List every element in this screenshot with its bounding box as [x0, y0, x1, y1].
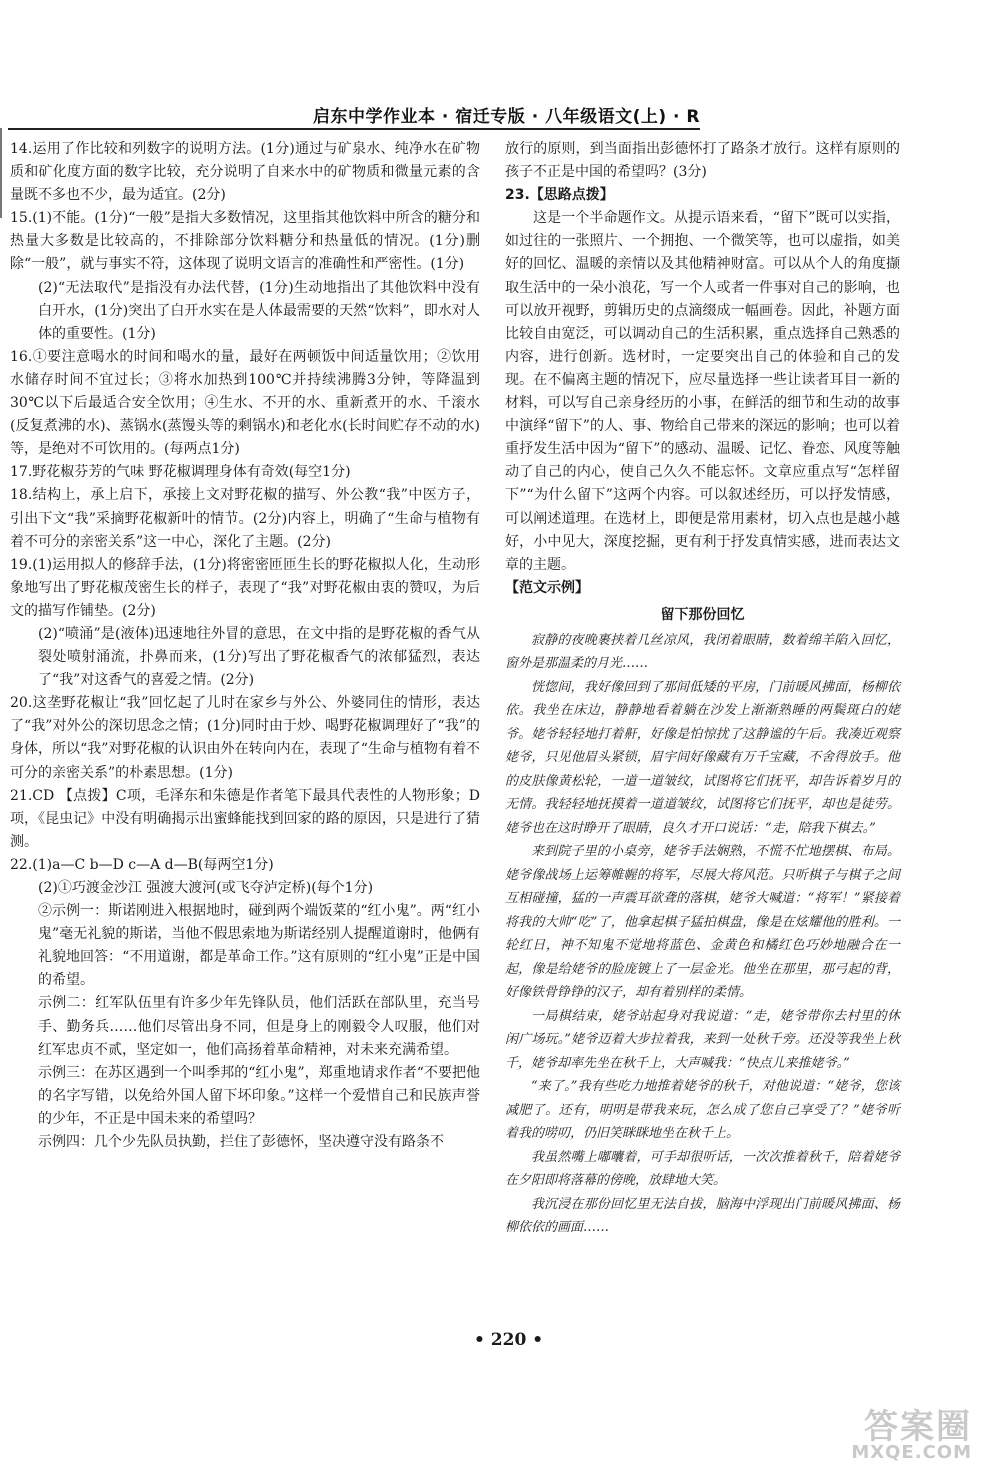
- page-header: [0, 96, 1000, 130]
- left-column: [10, 138, 480, 1154]
- answer-subitem: 示例二：红军队伍里有许多少年先锋队员，他们活跃在部队里，充当号手、勤务兵……他们尽管出身不同，但是身上的刚毅令人叹服，他们对红军忠贞不贰，坚定如一，他们高扬着革命精神，对未来充满希望。: [38, 995, 480, 1058]
- essay-paragraph: 我虽然嘴上嘟囔着，可手却很听话，一次次推着秋千，陪着姥爷在夕阳即将落幕的傍晚，放肆地大笑。: [505, 1149, 900, 1189]
- answer-subitem: (2)①巧渡金沙江 强渡大渡河(或飞夺泸定桥)(每个1分): [38, 880, 374, 896]
- answer-item: 20.这垄野花椒让“我”回忆起了儿时在家乡与外公、外婆同住的情形，表达了“我”对外公的深切思念之情；(1分)同时由于炒、喝野花椒调理好了“我”的身体，所以“我”对野花椒的认识由外在转向内在，表现了“生命与植物有着不可分的亲密关系”的朴素思想。(1分): [10, 695, 480, 781]
- answer-item: 17.野花椒芬芳的气味 野花椒调理身体有奇效(每空1分): [10, 464, 351, 481]
- essay-paragraph: “来了。”我有些吃力地推着姥爷的秋千，对他说道：“姥爷，您该减肥了。还有，明明是带我来玩，怎么成了您自己享受了？”姥爷听着我的唠叨，仍旧笑眯眯地坐在秋千上。: [505, 1079, 900, 1142]
- page-number: • 220 •: [474, 1330, 544, 1350]
- answer-subitem: 示例三：在苏区遇到一个叫季邦的“红小鬼”，郑重地请求作者“不要把他的名字写错，以免给外国人留下坏印象。”这样一个爱惜自己和民族声誉的少年，不正是中国未来的希望吗？: [38, 1064, 480, 1127]
- answer-item: 19.(1)运用拟人的修辞手法，(1分)将密密匝匝生长的野花椒拟人化，生动形象地写出了野花椒茂密生长的样子，表现了“我”对野花椒由衷的赞叹，为后文的描写作铺垫。(2分): [10, 556, 480, 619]
- header-rule: [8, 128, 700, 130]
- watermark-logo: [812, 1399, 972, 1463]
- answer-item: 15.(1)不能。(1分)“一般”是指大多数情况，这里指其他饮料中所含的糖分和热量大多数是比较高的，不排除部分饮料糖分和热量低的情况。(1分)删除“一般”，就与事实不符，这体现了说明文语言的准确性和严密性。(1分): [10, 210, 480, 273]
- header-title: 启东中学作业本 · 宿迁专版 · 八年级语文(上) · R: [312, 107, 700, 127]
- answer-subitem: (2)“无法取代”是指没有办法代替，(1分)生动地指出了其他饮料中没有白开水，(1分)突出了白开水实在是人体最需要的天然“饮料”，即水对人体的重要性。(1分): [38, 279, 480, 342]
- answer-item: 22.(1)a—C b—D c—A d—B(每两空1分): [10, 856, 274, 873]
- answer-subitem: ②示例一：斯诺刚进入根据地时，碰到两个端饭菜的“红小鬼”。两“红小鬼”毫无礼貌的斯诺，当他不假思索地为斯诺经别人提醒道谢时，他俩有礼貌地回答：“不用道谢，都是革命工作。”这有原则的“红小鬼”正是中国的希望。: [38, 903, 480, 989]
- right-column: [505, 138, 900, 1240]
- answer-subitem: 示例四：几个少先队员执勤，拦住了彭德怀，坚决遵守没有路条不: [38, 1134, 444, 1151]
- answer-subitem: (2)“喷涌”是(液体)迅速地往外冒的意思，在文中指的是野花椒的香气从裂处喷射涌流，扑鼻而来，(1分)写出了野花椒香气的浓郁猛烈，表达了“我”对这香气的喜爱之情。(2分): [38, 625, 480, 689]
- essay-paragraph: 一局棋结束，姥爷站起身对我说道：“走，姥爷带你去村里的休闲广场玩。”姥爷迈着大步拉着我，来到一处秋千旁。还没等我坐上秋千，姥爷却率先坐在秋千上，大声喊我：“快点儿来推姥爷。”: [505, 1008, 900, 1071]
- answer-item: 14.运用了作比较和列数字的说明方法。(1分)通过与矿泉水、纯净水在矿物质和矿化度方面的数字比较，充分说明了自来水中的矿物质和微量元素的含量既不多也不少，最为适宜。(2分): [10, 141, 480, 204]
- model-essay: [505, 629, 900, 1240]
- essay-paragraph: 来到院子里的小桌旁，姥爷手法娴熟，不慌不忙地摆棋、布局。姥爷像战场上运筹帷幄的将军，尽展大将风范。只听棋子与棋子之间互相碰撞，猛的一声震耳欲聋的落棋，姥爷大喊道：“将军！”紧接着将我的大帅“吃”了，他拿起棋子猛拍棋盘，像是在炫耀他的胜利。一轮红日，神不知鬼不觉地将蓝色、金黄色和橘红色巧妙地融合在一起，像是给姥爷的脸庞镀上了一层金光。他坐在那里，那弓起的背，好像铁骨铮铮的汉子，却有着别样的柔情。: [505, 844, 900, 1001]
- guidance-paragraph: 这是一个半命题作文。从提示语来看，“留下”既可以实指，如过往的一张照片、一个拥抱、一个微笑等，也可以虚指，如美好的回忆、温暖的亲情以及其他精神财富。可以从个人的角度撷取生活中的一朵小浪花，写一个人或者一件事对自己的影响，也可以放开视野，剪辑历史的点滴缀成一幅画卷。因此，补题方面比较自由宽泛，可以调动自己的生活积累，重点选择自己熟悉的内容，进行创新。选材时，一定要突出自己的体验和自己的发现。在不偏离主题的情况下，应尽量选择一些让读者耳目一新的材料，可以写自己亲身经历的小事，在鲜活的细节和生动的故事中演绎“留下”的人、事、物给自己带来的深远的影响；也可以着重抒发生活中因为“留下”的感动、温暖、记忆、眷恋、风度等触动了自己的内心，使自己久久不能忘怀。文章应重点写“怎样留下”“为什么留下”这两个内容。可以叙述经历，可以抒发情感，可以阐述道理。在选材上，即便是常用素材，切入点也是越小越好，小中见大，深度挖掘，更有利于抒发真情实感，进而表达文章的主题。: [505, 210, 900, 573]
- section-heading: 23.【思路点拨】: [505, 187, 614, 204]
- answer-continuation: 放行的原则，到当面指出彭德怀打了路条才放行。这样有原则的孩子不正是中国的希望吗？(3分): [505, 141, 900, 181]
- watermark-url: MXQE.COM: [851, 1442, 972, 1463]
- essay-title: 留下那份回忆: [660, 606, 745, 623]
- essay-paragraph: 寂静的夜晚裹挟着几丝凉风，我闭着眼睛，数着绵羊陷入回忆，窗外是那温柔的月光……: [505, 632, 900, 672]
- answer-item: 21.CD 【点拨】C项，毛泽东和朱德是作者笔下最具代表性的人物形象；D项，《昆虫记》中没有明确揭示出蜜蜂能找到回家的路的原因，只是进行了猜测。: [10, 787, 480, 850]
- essay-paragraph: 恍惚间，我好像回到了那间低矮的平房，门前暖风拂面，杨柳依依。我坐在床边，静静地看着躺在沙发上渐渐熟睡的两鬓斑白的姥爷。姥爷轻轻地打着鼾，好像是怕惊扰了这静谧的午后。我凑近观察姥爷，只见他眉头紧锁，眉宇间好像藏有万千宝藏，不舍得放手。他的皮肤像黄松轮，一道一道皱纹，试图将它们抚平，却告诉着岁月的无情。我轻轻地抚摸着一道道皱纹，试图将它们抚平，却也是徒劳。姥爷也在这时睁开了眼睛，良久才开口说话：“走，陪我下棋去。”: [505, 679, 900, 836]
- answer-item: 16.①要注意喝水的时间和喝水的量，最好在两顿饭中间适量饮用；②饮用水储存时间不宜过长；③将水加热到100℃并持续沸腾3分钟，等降温到30℃以下后最适合安全饮用；④生水、不开的水、重新煮开的水、千滚水(反复煮沸的水)、蒸锅水(蒸馒头等的剩锅水)和老化水(长时间贮存不动的水)等，是绝对不可饮用的。(每两点1分): [10, 348, 480, 458]
- essay-paragraph: 我沉浸在那份回忆里无法自拔，脑海中浮现出门前暖风拂面、杨柳依依的画面……: [505, 1196, 900, 1236]
- binding-edge-mark: [0, 128, 8, 218]
- answer-item: 18.结构上，承上启下，承接上文对野花椒的描写、外公教“我”中医方子，引出下文“我”采摘野花椒新叶的情节。(2分)内容上，明确了“生命与植物有着不可分的亲密关系”这一中心，深化了主题。(2分): [10, 487, 480, 550]
- section-heading: 【范文示例】: [505, 579, 589, 596]
- watermark-text: 答案圈: [864, 1407, 972, 1447]
